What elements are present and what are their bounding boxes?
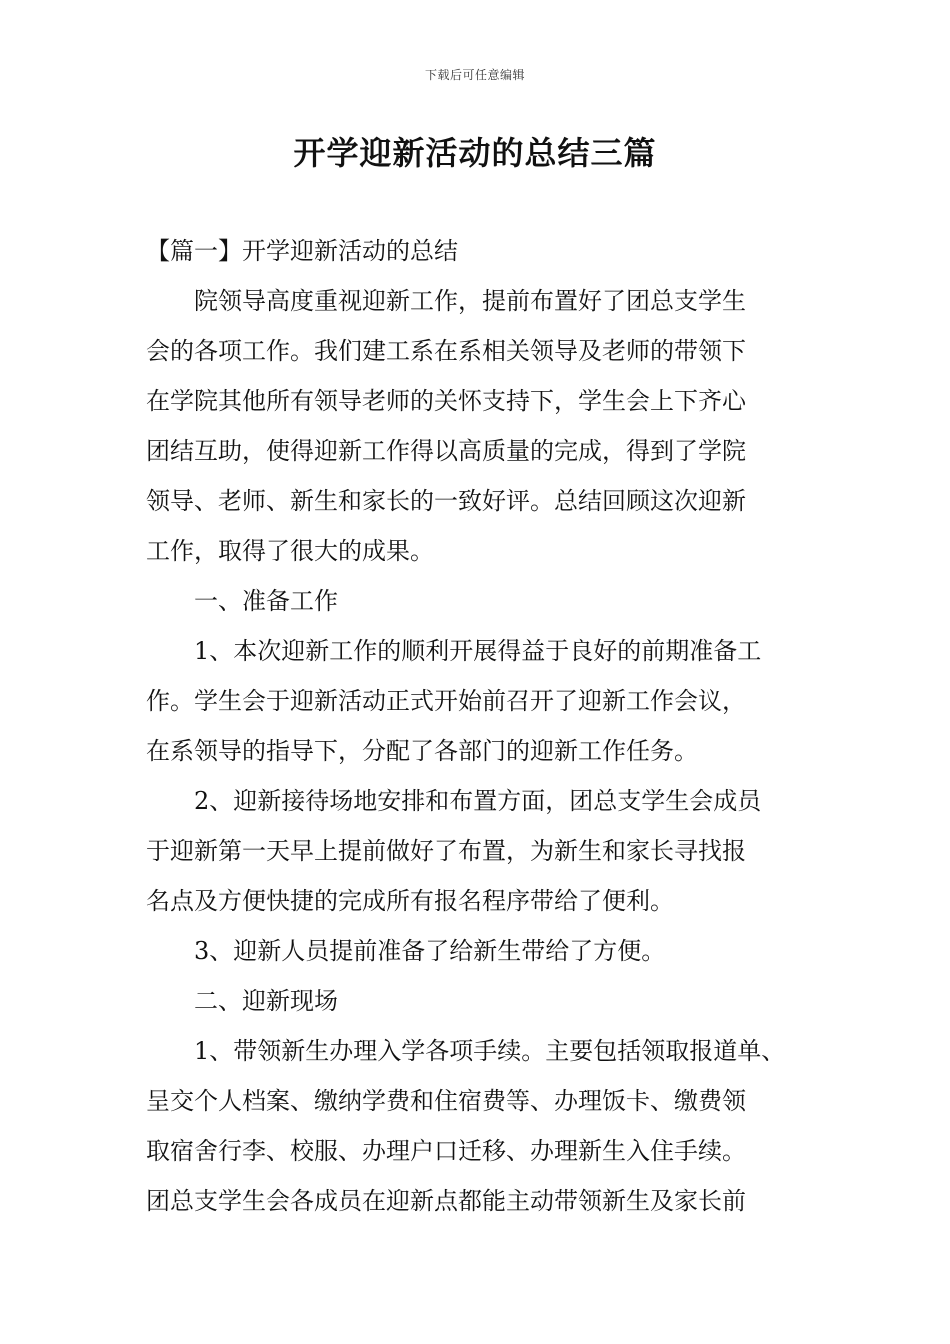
text-line: 在系领导的指导下，分配了各部门的迎新工作任务。 xyxy=(146,737,698,765)
document-title: 开学迎新活动的总结三篇 xyxy=(293,134,657,172)
text-line: 在学院其他所有领导老师的关怀支持下，学生会上下齐心 xyxy=(146,387,746,415)
text-line: 二、迎新现场 xyxy=(194,987,338,1015)
text-line: 取宿舍行李、校服、办理户口迁移、办理新生入住手续。 xyxy=(146,1137,746,1165)
text-line: 【篇一】开学迎新活动的总结 xyxy=(146,237,458,265)
text-line: 呈交个人档案、缴纳学费和住宿费等、办理饭卡、缴费领 xyxy=(146,1087,746,1115)
text-line: 1、带领新生办理入学各项手续。主要包括领取报道单、 xyxy=(194,1037,786,1065)
text-line: 院领导高度重视迎新工作，提前布置好了团总支学生 xyxy=(194,287,746,315)
text-line: 于迎新第一天早上提前做好了布置，为新生和家长寻找报 xyxy=(146,837,746,865)
text-line: 团结互助，使得迎新工作得以高质量的完成，得到了学院 xyxy=(146,437,746,465)
text-line: 会的各项工作。我们建工系在系相关领导及老师的带领下 xyxy=(146,337,746,365)
text-line: 3、迎新人员提前准备了给新生带给了方便。 xyxy=(194,937,666,965)
text-line: 1、本次迎新工作的顺利开展得益于良好的前期准备工 xyxy=(194,637,762,665)
text-line: 2、迎新接待场地安排和布置方面，团总支学生会成员 xyxy=(194,787,762,815)
text-line: 领导、老师、新生和家长的一致好评。总结回顾这次迎新 xyxy=(146,487,746,515)
text-line: 名点及方便快捷的完成所有报名程序带给了便利。 xyxy=(146,887,674,915)
document-body xyxy=(146,226,810,1226)
text-line: 一、准备工作 xyxy=(194,587,338,615)
text-line: 工作，取得了很大的成果。 xyxy=(146,537,434,565)
header-note: 下载后可任意编辑 xyxy=(424,68,525,82)
text-line: 作。学生会于迎新活动正式开始前召开了迎新工作会议， xyxy=(146,687,746,715)
text-line: 团总支学生会各成员在迎新点都能主动带领新生及家长前 xyxy=(146,1187,746,1215)
